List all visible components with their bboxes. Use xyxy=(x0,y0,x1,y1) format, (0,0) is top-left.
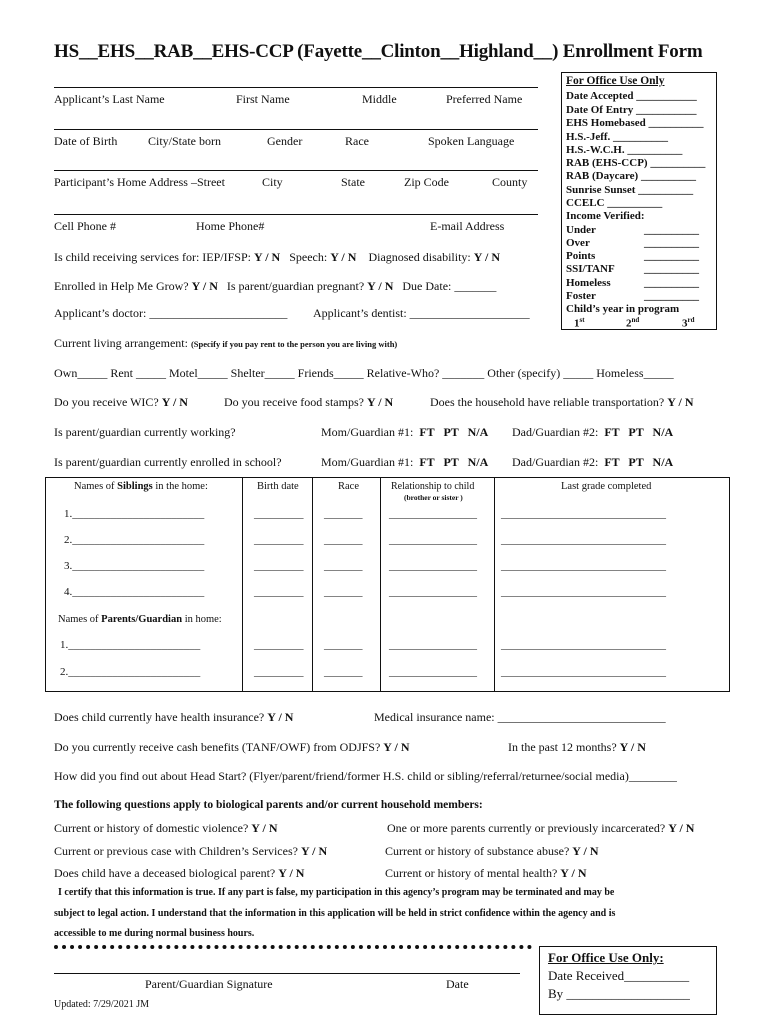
childrens-services-question: Current or previous case with Children’s Services? Y / N xyxy=(54,844,328,858)
form-title: HS__EHS__RAB__EHS-CCP (Fayette__Clinton__Highland__) Enrollment Form xyxy=(54,41,703,62)
city-state-born-label: City/State born xyxy=(148,134,221,148)
date-received-field[interactable]: Date Received__________ xyxy=(548,968,690,983)
email-label: E-mail Address xyxy=(430,219,505,233)
year-label: Child’s year in program xyxy=(566,303,680,315)
sibling-name[interactable]: 3.________________________ xyxy=(64,560,205,572)
food-stamps-question: Do you receive food stamps? Y / N xyxy=(224,395,394,409)
sibling-grade[interactable]: ______________________________ xyxy=(501,586,666,598)
income-blank: __________ xyxy=(644,237,699,249)
sibling-birth[interactable]: _________ xyxy=(254,508,304,520)
parent-grade[interactable]: ______________________________ xyxy=(501,666,666,678)
updated-note: Updated: 7/29/2021 JM xyxy=(54,999,149,1010)
income-item: Under xyxy=(566,224,596,236)
parent-race[interactable]: _______ xyxy=(324,666,363,678)
help-grow-yn[interactable]: Y / N xyxy=(191,279,218,293)
iep-yn[interactable]: Y / N xyxy=(253,250,281,264)
sibling-relationship[interactable]: ________________ xyxy=(389,534,477,546)
gender-label: Gender xyxy=(267,134,303,148)
deceased-question: Does child have a deceased biological parent? Y / N xyxy=(54,866,305,880)
last-name-label: Applicant’s Last Name xyxy=(54,92,165,106)
state-label: State xyxy=(341,175,365,189)
working-question: Is parent/guardian currently working? xyxy=(54,425,236,439)
help-grow-question: Enrolled in Help Me Grow? Y / N Is parent/guardian pregnant? Y / N Due Date: _______ xyxy=(54,279,497,293)
dad-working-options[interactable]: FT PT N/A xyxy=(604,425,674,439)
office-item: EHS Homebased __________ xyxy=(566,117,704,129)
middle-label: Middle xyxy=(362,92,397,106)
parent-birth[interactable]: _________ xyxy=(254,639,304,651)
mom-working: Mom/Guardian #1: FT PT N/A xyxy=(321,425,489,439)
office2-heading: For Office Use Only: xyxy=(548,950,664,965)
dad-school: Dad/Guardian #2: FT PT N/A xyxy=(512,455,674,469)
sibling-relationship[interactable]: ________________ xyxy=(389,560,477,572)
sibling-name[interactable]: 2.________________________ xyxy=(64,534,205,546)
speech-yn[interactable]: Y / N xyxy=(330,250,357,264)
by-field[interactable]: By ___________________ xyxy=(548,986,690,1001)
birth-date-header: Birth date xyxy=(257,481,299,492)
found-head-start-question[interactable]: How did you find out about Head Start? (Flyer/parent/friend/former H.S. child or sibling/referral/returnee/social media)________ xyxy=(54,769,677,783)
sibling-name[interactable]: 4.________________________ xyxy=(64,586,205,598)
cash-question: Do you currently receive cash benefits (TANF/OWF) from ODJFS? Y / N xyxy=(54,740,410,754)
dentist-field[interactable]: Applicant’s dentist: ____________________ xyxy=(313,306,530,320)
address-label: Participant’s Home Address –Street xyxy=(54,175,225,189)
office-heading: For Office Use Only xyxy=(566,75,665,87)
incarcerated-question: One or more parents currently or previously incarcerated? Y / N xyxy=(387,821,695,835)
certify-line-2: subject to legal action. I understand that the information in this application will be held in strict confidence within the agency and is xyxy=(54,908,616,919)
past-12-question: In the past 12 months? Y / N xyxy=(508,740,646,754)
office-item: CCELC __________ xyxy=(566,197,663,209)
dob-label: Date of Birth xyxy=(54,134,118,148)
sibling-grade[interactable]: ______________________________ xyxy=(501,534,666,546)
past12-yn[interactable]: Y / N xyxy=(619,740,646,754)
cell-label: Cell Phone # xyxy=(54,219,116,233)
insurance-question: Does child currently have health insurance? Y / N xyxy=(54,710,294,724)
table-divider xyxy=(380,477,381,691)
mom-school-options[interactable]: FT PT N/A xyxy=(419,455,489,469)
relationship-header: Relationship to child xyxy=(391,481,475,492)
deceased-yn[interactable]: Y / N xyxy=(278,866,305,880)
income-label: Income Verified: xyxy=(566,210,645,222)
dad-working: Dad/Guardian #2: FT PT N/A xyxy=(512,425,674,439)
zip-label: Zip Code xyxy=(404,175,449,189)
income-item: Foster xyxy=(566,290,596,302)
parent-name[interactable]: 2.________________________ xyxy=(60,666,201,678)
office-item: Sunrise Sunset __________ xyxy=(566,184,694,196)
dad-school-options[interactable]: FT PT N/A xyxy=(604,455,674,469)
office-item: Date Accepted ___________ xyxy=(566,90,697,102)
office-item: Date Of Entry ___________ xyxy=(566,104,697,116)
year-option[interactable]: 3rd xyxy=(682,316,695,330)
first-name-label: First Name xyxy=(236,92,290,106)
dv-question: Current or history of domestic violence? Y / N xyxy=(54,821,278,835)
income-item: Points xyxy=(566,250,596,262)
last-name-line[interactable] xyxy=(54,87,538,88)
race-label: Race xyxy=(345,134,369,148)
disability-yn[interactable]: Y / N xyxy=(473,250,500,264)
siblings-header: Names of Siblings in the home: xyxy=(74,481,208,492)
mental-health-question: Current or history of mental health? Y / N xyxy=(385,866,587,880)
table-divider xyxy=(494,477,495,691)
sibling-relationship[interactable]: ________________ xyxy=(389,508,477,520)
food-yn[interactable]: Y / N xyxy=(366,395,394,409)
wic-yn[interactable]: Y / N xyxy=(161,395,188,409)
bio-heading: The following questions apply to biological parents and/or current household members: xyxy=(54,799,483,811)
living-question: Current living arrangement: (Specify if you pay rent to the person you are living with) xyxy=(54,336,398,350)
wic-question: Do you receive WIC? Y / N xyxy=(54,395,188,409)
transport-yn[interactable]: Y / N xyxy=(667,395,694,409)
mom-working-options[interactable]: FT PT N/A xyxy=(419,425,489,439)
income-blank: __________ xyxy=(644,263,699,275)
transport-question: Does the household have reliable transportation? Y / N xyxy=(430,395,694,409)
insurance-yn[interactable]: Y / N xyxy=(267,710,294,724)
substance-yn[interactable]: Y / N xyxy=(572,844,599,858)
table-divider xyxy=(312,477,313,691)
parent-relationship[interactable]: ________________ xyxy=(389,666,477,678)
office-item: H.S.-Jeff. __________ xyxy=(566,131,669,143)
income-blank: __________ xyxy=(644,277,699,289)
sibling-birth[interactable]: _________ xyxy=(254,534,304,546)
income-blank: __________ xyxy=(644,250,699,262)
services-question: Is child receiving services for: IEP/IFSP: Y / N Speech: Y / N Diagnosed disability: Y / N xyxy=(54,250,500,264)
relationship-subheader: (brother or sister ) xyxy=(404,493,463,502)
phone-line[interactable] xyxy=(54,214,538,215)
dob-line[interactable] xyxy=(54,129,538,130)
office-item: RAB (EHS-CCP) __________ xyxy=(566,157,706,169)
language-label: Spoken Language xyxy=(428,134,515,148)
grade-header: Last grade completed xyxy=(561,481,652,492)
office-item: H.S.-W.C.H. __________ xyxy=(566,144,683,156)
city-label: City xyxy=(262,175,283,189)
race-header: Race xyxy=(338,481,359,492)
sibling-grade[interactable]: ______________________________ xyxy=(501,560,666,572)
year-option[interactable]: 1st xyxy=(574,316,585,330)
county-label: County xyxy=(492,175,528,189)
sibling-grade[interactable]: ______________________________ xyxy=(501,508,666,520)
income-blank: __________ xyxy=(644,290,699,302)
sibling-relationship[interactable]: ________________ xyxy=(389,586,477,598)
living-options[interactable]: Own_____ Rent _____ Motel_____ Shelter_____ Friends_____ Relative-Who? _______ Other (specify) _____ Homeless_____ xyxy=(54,366,674,380)
sibling-race[interactable]: _______ xyxy=(324,508,363,520)
pregnant-yn[interactable]: Y / N xyxy=(367,279,394,293)
parents-header: Names of Parents/Guardian in home: xyxy=(58,614,222,625)
incarcerated-yn[interactable]: Y / N xyxy=(668,821,695,835)
school-question: Is parent/guardian currently enrolled in school? xyxy=(54,455,282,469)
substance-question: Current or history of substance abuse? Y / N xyxy=(385,844,599,858)
sibling-birth[interactable]: _________ xyxy=(254,586,304,598)
dotted-divider xyxy=(54,945,532,949)
cash-yn[interactable]: Y / N xyxy=(383,740,410,754)
preferred-name-label: Preferred Name xyxy=(446,92,523,106)
table-divider xyxy=(242,477,243,691)
mental-yn[interactable]: Y / N xyxy=(560,866,587,880)
address-line[interactable] xyxy=(54,170,538,171)
sibling-race[interactable]: _______ xyxy=(324,560,363,572)
office-item: RAB (Daycare) __________ xyxy=(566,170,696,182)
certify-line-3: accessible to me during normal business hours. xyxy=(54,928,255,939)
date-label: Date xyxy=(446,977,469,991)
income-item: Over xyxy=(566,237,590,249)
mom-school: Mom/Guardian #1: FT PT N/A xyxy=(321,455,489,469)
sibling-birth[interactable]: _________ xyxy=(254,560,304,572)
signature-line[interactable] xyxy=(54,973,520,974)
signature-label: Parent/Guardian Signature xyxy=(145,977,273,991)
insurance-name-field[interactable]: Medical insurance name: ____________________________ xyxy=(374,710,666,724)
certify-line-1: I certify that this information is true. If any part is false, my participation in this agency’s program may be terminated and may be xyxy=(58,887,615,898)
doctor-field[interactable]: Applicant’s doctor: _______________________ xyxy=(54,306,288,320)
parent-name[interactable]: 1.________________________ xyxy=(60,639,201,651)
childrens-yn[interactable]: Y / N xyxy=(300,844,328,858)
due-date-field[interactable]: Due Date: _______ xyxy=(402,279,497,293)
dv-yn[interactable]: Y / N xyxy=(251,821,278,835)
income-item: SSI/TANF xyxy=(566,263,615,275)
income-item: Homeless xyxy=(566,277,611,289)
sibling-race[interactable]: _______ xyxy=(324,534,363,546)
parent-relationship[interactable]: ________________ xyxy=(389,639,477,651)
home-phone-label: Home Phone# xyxy=(196,219,265,233)
parent-grade[interactable]: ______________________________ xyxy=(501,639,666,651)
income-blank: __________ xyxy=(644,224,699,236)
parent-birth[interactable]: _________ xyxy=(254,666,304,678)
year-option[interactable]: 2nd xyxy=(626,316,640,330)
sibling-race[interactable]: _______ xyxy=(324,586,363,598)
parent-race[interactable]: _______ xyxy=(324,639,363,651)
sibling-name[interactable]: 1.________________________ xyxy=(64,508,205,520)
